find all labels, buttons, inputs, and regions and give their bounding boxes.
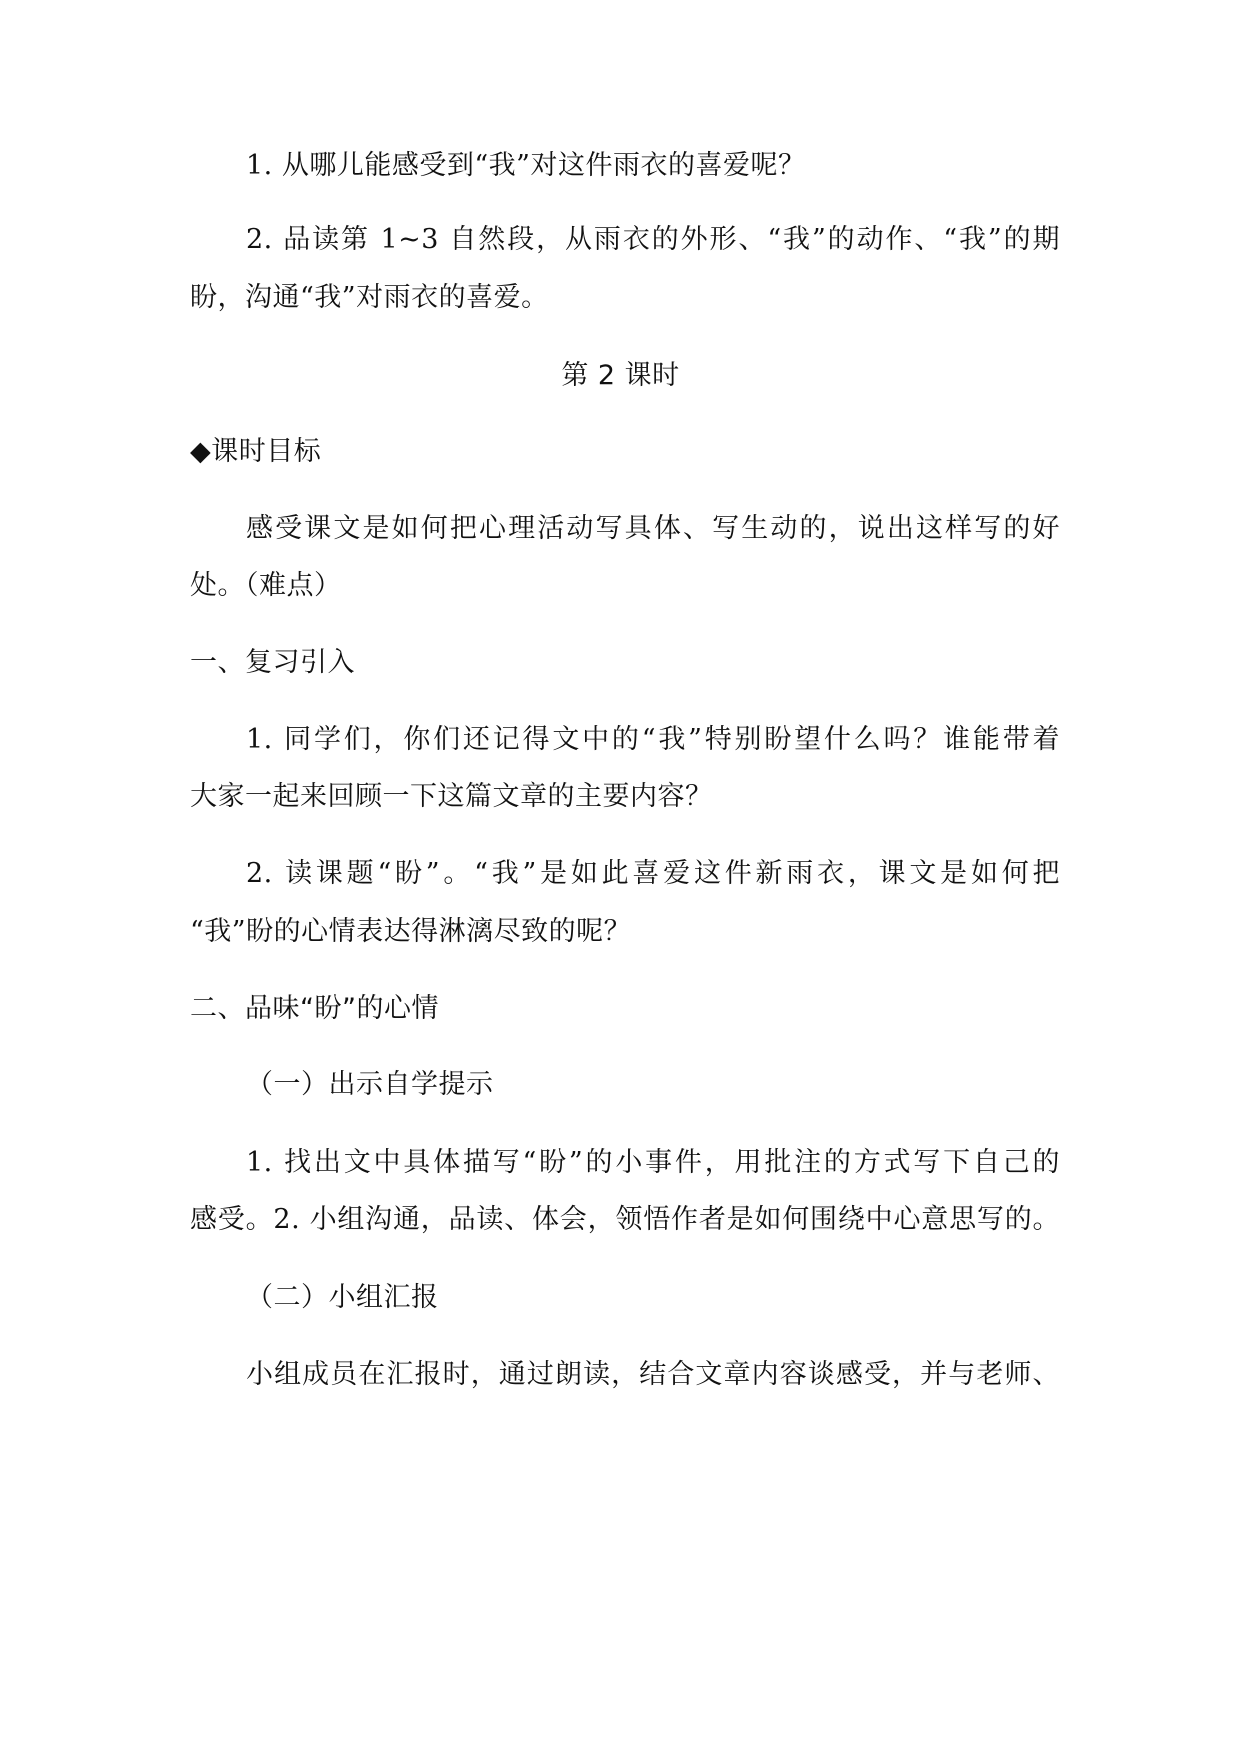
lesson-title: 第 2 课时 — [561, 360, 680, 391]
subsection-2-heading: （二）小组汇报 — [246, 1282, 439, 1313]
goal-line-2: 处。（难点） — [190, 570, 342, 601]
question-2-line-2: 盼，沟通“我”对雨衣的喜爱。 — [190, 282, 549, 313]
review-item-1-line-2: 大家一起来回顾一下这篇文章的主要内容？ — [190, 781, 713, 812]
goal-line-1: 感受课文是如何把心理活动写具体、写生动的，说出这样写的好 — [246, 513, 1060, 544]
section-2-heading: 二、品味“盼”的心情 — [190, 993, 439, 1024]
report-paragraph-line-1: 小组成员在汇报时，通过朗读，结合文章内容谈感受，并与老师、 — [246, 1359, 1060, 1390]
question-2-line-1: 2. 品读第 1~3 自然段，从雨衣的外形、“我”的动作、“我”的期 — [246, 224, 1060, 255]
prompt-item-line-2: 感受。2. 小组沟通，品读、体会，领悟作者是如何围绕中心意思写的。 — [190, 1204, 1060, 1235]
prompt-item-line-1: 1. 找出文中具体描写“盼”的小事件，用批注的方式写下自己的 — [246, 1147, 1060, 1178]
review-item-2-line-1: 2. 读课题“盼”。“我”是如此喜爱这件新雨衣，课文是如何把 — [246, 858, 1060, 889]
review-item-1-line-1: 1. 同学们，你们还记得文中的“我”特别盼望什么吗？谁能带着 — [246, 724, 1060, 755]
subsection-1-heading: （一）出示自学提示 — [246, 1069, 494, 1100]
review-item-2-line-2: “我”盼的心情表达得淋漓尽致的呢？ — [190, 916, 632, 947]
section-1-heading: 一、复习引入 — [190, 647, 355, 678]
goal-heading: ◆课时目标 — [190, 436, 322, 467]
question-1: 1. 从哪儿能感受到“我”对这件雨衣的喜爱呢？ — [246, 150, 806, 181]
